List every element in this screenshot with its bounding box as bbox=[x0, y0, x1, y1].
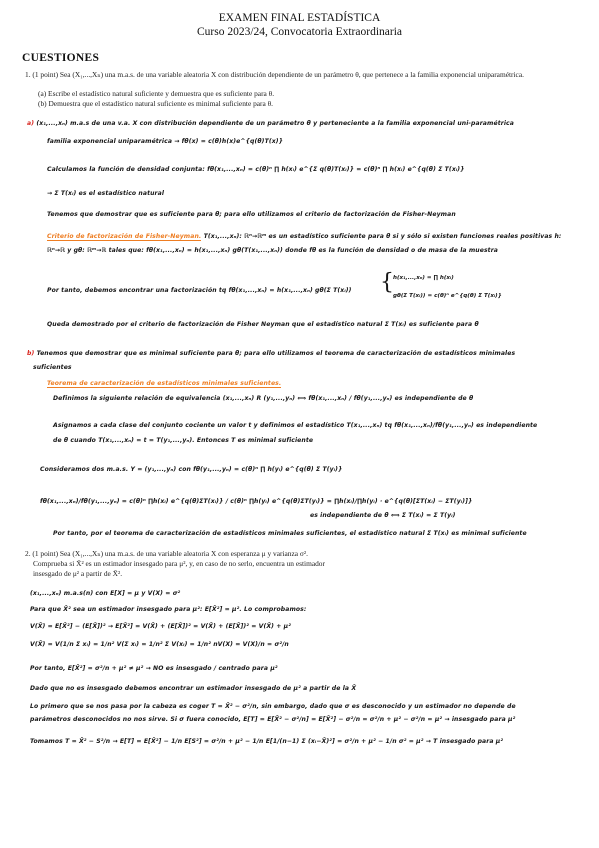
answer-2-line-6: Dado que no es insesgado debemos encontrar un estimador insesgado de μ² a partir de la X̄ bbox=[30, 685, 357, 692]
answer-2-line-8: parámetros desconocidos no nos sirve. Si σ fuera conocido, E[T] = E[X̄² − σ²/n] = E[X̄²] − σ²/n = σ²/n + μ² − σ²/n = μ² → insesgado para μ² bbox=[30, 716, 516, 723]
criterion-text: T(x₁,...,xₙ): ℝⁿ→ℝᵐ es un estadístico suficiente para θ si y sólo si existen funciones reales positivas h: ℝⁿ→ℝ y gθ: ℝᵐ→ℝ tales que: fθ(x₁,...,xₙ) = h(x₁,...,xₙ) gθ(T(x₁,...,xₙ)) donde fθ es la función de densidad o de masa de la muestra bbox=[47, 233, 562, 254]
answer-2-line-9: Tomamos T = X̄² − S²/n → E[T] = E[X̄²] − 1/n E[S²] = σ²/n + μ² − 1/n E[1/(n−1) Σ (xᵢ−X̄)²] = σ²/n + μ² − 1/n σ² = μ² → T insesgado para μ² bbox=[30, 738, 504, 745]
brace-line-1: h(x₁,...,xₙ) = ∏ h(xᵢ) bbox=[393, 275, 454, 281]
answer-b-fraction-tail: es independiente de θ ⟺ Σ T(xᵢ) = Σ T(yᵢ) bbox=[310, 512, 456, 519]
answer-b-fraction: fθ(x₁,...,xₙ)/fθ(y₁,...,yₙ) = c(θ)ⁿ ∏h(xᵢ) e^{q(θ)ΣT(xᵢ)} / c(θ)ⁿ ∏h(yᵢ) e^{q(θ)ΣT(yᵢ)} = ∏h(xᵢ)/∏h(yᵢ) · e^{q(θ)[ΣT(xᵢ) − ΣT(yᵢ)]} bbox=[40, 498, 473, 505]
answer-a-line-6: Por tanto, debemos encontrar una factorización tq fθ(x₁,...,xₙ) = h(x₁,...,xₙ) gθ(Σ T(xᵢ)) bbox=[47, 287, 352, 294]
answer-b-line-5: Consideramos dos m.a.s. Y = (y₁,...,yₙ) con fθ(y₁,...,yₙ) = c(θ)ⁿ ∏ h(yᵢ) e^{q(θ) Σ T(yᵢ)} bbox=[40, 466, 343, 473]
exam-subtitle: Curso 2023/24, Convocatoria Extraordinaria bbox=[196, 26, 403, 38]
answer-b-label: b) bbox=[27, 350, 35, 357]
answer-b-line-6: Por tanto, por el teorema de caracterización de estadísticos minimales suficientes, el estadístico natural Σ T(xᵢ) es minimal suficiente bbox=[53, 530, 527, 537]
answer-b-line-1: Tenemos que demostrar que es minimal suficiente para θ; para ello utilizamos el teorema de caracterización de estadísticos minimales bbox=[36, 350, 516, 357]
answer-2-line-4: V(X̄) = V(1/n Σ xᵢ) = 1/n² V(Σ xᵢ) = 1/n² Σ V(xᵢ) = 1/n² nV(X) = V(X)/n = σ²/n bbox=[30, 641, 289, 648]
answer-b-block bbox=[27, 350, 515, 357]
answer-2-line-5: Por tanto, E[X̄²] = σ²/n + μ² ≠ μ² → NO es insesgado / centrado para μ² bbox=[30, 665, 278, 672]
question-2-statement: 2. (1 point) Sea (X₁,...,Xₙ) una m.a.s. de una variable aleatoria X con esperanza μ y varianza σ². bbox=[25, 549, 308, 558]
brace-line-2: gθ(Σ T(xᵢ)) = c(θ)ⁿ e^{q(θ) Σ T(xᵢ)} bbox=[393, 293, 502, 299]
answer-a-line-5: Tenemos que demostrar que es suficiente para θ; para ello utilizamos el criterio de factorización de Fisher-Neyman bbox=[47, 211, 456, 218]
answer-a-line-1: (x₁,...,xₙ) m.a.s de una v.a. X con distribución dependiente de un parámetro θ y perteneciente a la familia exponencial uni-paramétrica bbox=[36, 120, 514, 127]
criterion-title: Criterio de factorización de Fisher-Neyman. bbox=[47, 233, 202, 240]
criterion-block bbox=[47, 230, 577, 258]
answer-a-label: a) bbox=[27, 120, 35, 127]
answer-b-line-2: Definimos la siguiente relación de equivalencia (x₁,...,xₙ) R (y₁,...,yₙ) ⟺ fθ(x₁,...,xₙ) / fθ(y₁,...,yₙ) es independiente de θ bbox=[53, 395, 474, 402]
answer-a-line-3: Calculamos la función de densidad conjunta: fθ(x₁,...,xₙ) = c(θ)ⁿ ∏ h(xᵢ) e^{Σ q(θ)T(xᵢ)} = c(θ)ⁿ ∏ h(xᵢ) e^{q(θ) Σ T(xᵢ)} bbox=[47, 166, 465, 173]
answer-a-block bbox=[27, 120, 514, 127]
question-1-part-a: (a) Escribe el estadístico natural suficiente y demuestra que es suficiente para θ. bbox=[38, 89, 275, 98]
question-1-part-b: (b) Demuestra que el estadístico natural suficiente es minimal suficiente para θ. bbox=[38, 99, 274, 108]
answer-a-line-2: familia exponencial uniparamétrica → fθ(x) = c(θ)h(x)e^{q(θ)T(x)} bbox=[47, 138, 284, 145]
question-2-statement-3: insesgado de μ² a partir de X̄². bbox=[33, 569, 123, 578]
section-heading: CUESTIONES bbox=[22, 52, 100, 64]
answer-b-line-3: Asignamos a cada clase del conjunto cociente un valor t y definimos el estadístico T(x₁,...,xₙ) tq fθ(x₁,...,xₙ)/fθ(y₁,...,yₙ) es independiente bbox=[53, 422, 538, 429]
answer-a-line-7: Queda demostrado por el criterio de factorización de Fisher Neyman que el estadístico natural Σ T(xᵢ) es suficiente para θ bbox=[47, 321, 479, 328]
answer-2-line-7: Lo primero que se nos pasa por la cabeza es coger T = X̄² − σ²/n, sin embargo, dado que σ es desconocido y un estimador no depende de bbox=[30, 703, 516, 710]
answer-2-line-2: Para que X̄² sea un estimador insesgado para μ²: E[X̄²] = μ². Lo comprobamos: bbox=[30, 606, 307, 613]
theorem-title-text: Teorema de caracterización de estadísticos minimales suficientes. bbox=[47, 380, 282, 387]
brace-symbol: { bbox=[380, 270, 394, 295]
theorem-title bbox=[47, 380, 281, 387]
answer-2-line-1: (x₁,...,xₙ) m.a.s(n) con E[X] = μ y V(X) = σ² bbox=[30, 590, 181, 597]
question-2-statement-2: Comprueba si X̄² es un estimador insesgado para μ², y, en caso de no serlo, encuentra un estimador bbox=[33, 559, 325, 568]
exam-title: EXAMEN FINAL ESTADÍSTICA bbox=[218, 12, 381, 24]
answer-b-line-4: de θ cuando T(x₁,...,xₙ) = t = T(y₁,...,yₙ). Entonces T es minimal suficiente bbox=[53, 437, 314, 444]
answer-a-line-4: → Σ T(xᵢ) es el estadístico natural bbox=[47, 190, 165, 197]
question-1-statement: 1. (1 point) Sea (X₁,...,Xₙ) una m.a.s. de una variable aleatoria X con distribución dependiente de un parámetro θ, que pertenece a la familia exponencial uniparamétrica. bbox=[25, 70, 524, 79]
answer-b-line-1b: suficientes bbox=[33, 364, 72, 371]
answer-2-line-3: V(X̄) = E[X̄²] − (E[X̄])² → E[X̄²] = V(X̄) + (E[X̄])² = V(X̄) + (E[X̄])² = V(X̄) + μ² bbox=[30, 623, 292, 630]
